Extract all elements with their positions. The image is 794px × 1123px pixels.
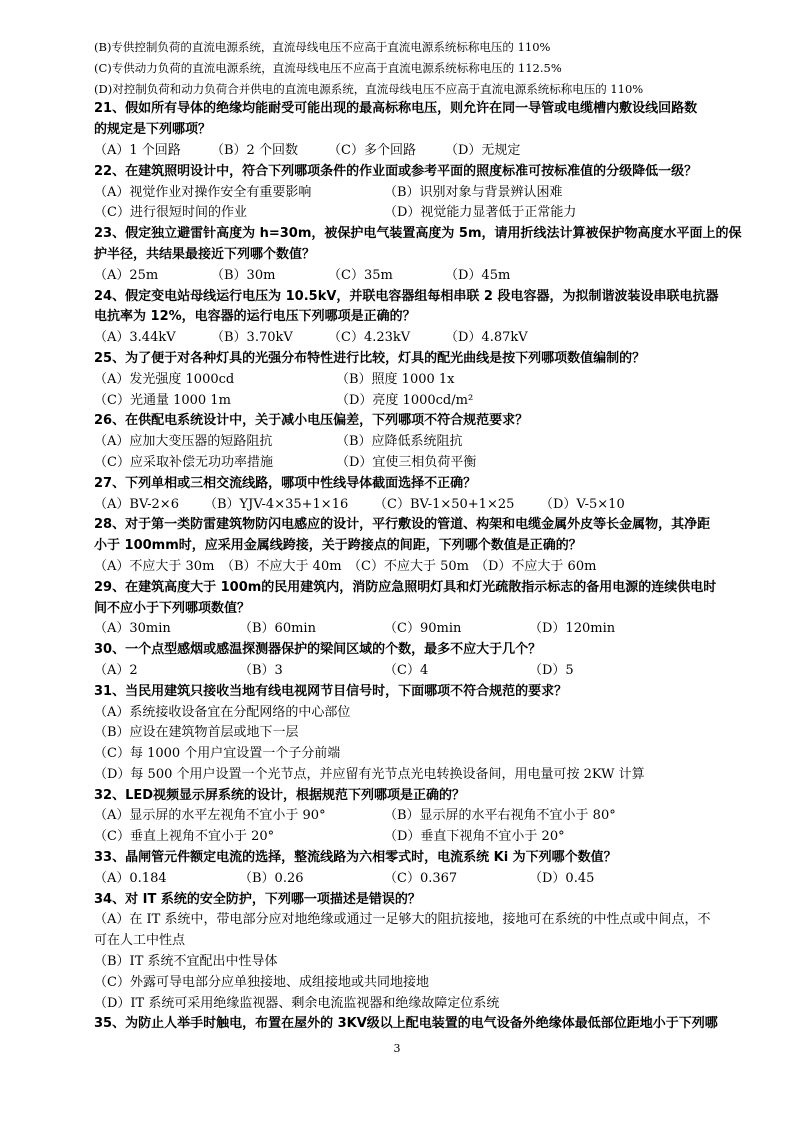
options-29 bbox=[94, 619, 754, 640]
options-22-row2 bbox=[94, 203, 754, 224]
options-22-row1 bbox=[94, 183, 754, 204]
option-a: （A）3.44kV bbox=[94, 330, 176, 346]
option-c: （C）35m bbox=[328, 267, 393, 283]
options-27 bbox=[94, 495, 754, 516]
option-d: （D）4.87kV bbox=[445, 330, 528, 346]
option-a: （A）0.184 bbox=[94, 870, 167, 886]
option-c: （C）多个回路 bbox=[328, 142, 416, 158]
question-27: 27、下列单相或三相交流线路，哪项中性线导体截面选择不正确？ bbox=[94, 475, 477, 491]
option-c: （C）进行很短时间的作业 bbox=[94, 205, 247, 221]
question-35: 35、为防止人举手时触电，布置在屋外的 3KV级以上配电装置的电气设备外绝缘体最低部位距地小于下列哪 bbox=[94, 1016, 718, 1032]
question-26: 26、在供配电系统设计中，关于减小电压偏差，下列哪项不符合规范要求？ bbox=[94, 413, 529, 429]
option-b: （B）3 bbox=[239, 662, 283, 678]
option-b: （B）显示屏的水平右视角不宜小于 80° bbox=[384, 808, 616, 824]
options-26-row1 bbox=[94, 432, 754, 453]
options-25-row1 bbox=[94, 370, 754, 391]
option-c: （C）垂直上视角不宜小于 20° bbox=[94, 829, 275, 845]
option-d: （D）0.45 bbox=[529, 870, 595, 886]
options-33 bbox=[94, 869, 754, 890]
options-24 bbox=[94, 328, 754, 349]
option-a: （A）25m bbox=[94, 267, 159, 283]
option-a: （A）BV-2×6 bbox=[94, 496, 179, 512]
option-b: （B）识别对象与背景辨认困难 bbox=[384, 184, 563, 200]
option-b: （B）应设在建筑物首层或地下一层 bbox=[94, 725, 299, 741]
option-b: （B）照度 1000 1x bbox=[336, 371, 455, 387]
option-a-cont: 可在人工中性点 bbox=[94, 933, 186, 949]
option-b: （B）60min bbox=[239, 621, 316, 637]
question-30: 30、一个点型感烟或感温探测器保护的梁间区域的个数，最多不应大于几个？ bbox=[94, 642, 542, 658]
question-29-cont: 间不应小于下列哪项数值？ bbox=[94, 600, 251, 616]
option-d: （D）亮度 1000cd/m² bbox=[336, 392, 474, 408]
option-d: （D）无规定 bbox=[445, 142, 521, 158]
question-23: 23、假定独立避雷针高度为 h=30m，被保护电气装置高度为 5m，请用折线法计算被保护物高度水平面上的保 bbox=[94, 226, 742, 242]
option-b: （B）2 个回数 bbox=[211, 142, 298, 158]
option-c: （C）90min bbox=[384, 621, 462, 637]
option-c: （C）光通量 1000 1m bbox=[94, 392, 231, 408]
question-25: 25、为了便于对各种灯具的光强分布特性进行比较，灯具的配光曲线是按下列哪项数值编制的？ bbox=[94, 350, 646, 366]
option-c: （C）每 1000 个用户宜设置一个子分前端 bbox=[94, 746, 341, 762]
option-b: （B）30m bbox=[211, 267, 276, 283]
option-a: （A）系统接收设备宜在分配网络的中心部位 bbox=[94, 704, 351, 720]
option-d: （D）IT 系统可采用绝缘监视器、剩余电流监视器和绝缘故障定位系统 bbox=[94, 995, 500, 1011]
question-29: 29、在建筑高度大于 100m的民用建筑内，消防应急照明灯具和灯光疏散指示标志的备用电源的连续供电时 bbox=[94, 579, 717, 595]
option-b: （B）IT 系统不宜配出中性导体 bbox=[94, 954, 278, 970]
question-24: 24、假定变电站母线运行电压为 10.5kV，并联电容器组每相串联 2 段电容器，为拟制谐波装设串联电抗器 bbox=[94, 288, 719, 304]
option-b: （B）0.26 bbox=[239, 870, 304, 886]
option-d: （D）5 bbox=[529, 662, 574, 678]
option-a: （A）2 bbox=[94, 662, 138, 678]
options-32-row1 bbox=[94, 806, 754, 827]
options-21 bbox=[94, 141, 754, 162]
option-d: （D）每 500 个用户设置一个光节点，并应留有光节点光电转换设备间，用电量可按 2KW 计算 bbox=[94, 766, 645, 782]
options-23 bbox=[94, 266, 754, 287]
page-number: 3 bbox=[393, 1042, 401, 1055]
option-d: （D）不应大于 60m bbox=[475, 558, 597, 574]
question-24-cont: 电抗率为 12%，电容器的运行电压下列哪项是正确的？ bbox=[94, 309, 416, 325]
question-32: 32、LED视频显示屏系统的设计，根据规范下列哪项是正确的？ bbox=[94, 787, 466, 803]
option-b: （B）不应大于 40m bbox=[221, 558, 342, 574]
option-line: (C)专供动力负荷的直流电源系统，直流母线电压不应高于直流电源系统标称电压的 112.5% bbox=[94, 60, 562, 75]
exam-page bbox=[94, 37, 754, 1035]
question-28: 28、对于第一类防雷建筑物防闪电感应的设计，平行敷设的管道、构架和电缆金属外皮等长金属物，其净距 bbox=[94, 517, 711, 533]
option-a: （A）1 个回路 bbox=[94, 142, 181, 158]
option-b: （B）YJV-4×35+1×16 bbox=[204, 496, 349, 512]
option-a: （A）在 IT 系统中，带电部分应对地绝缘或通过一足够大的阻抗接地，接地可在系统的中性点或中间点，不 bbox=[94, 912, 711, 928]
option-d: （D）垂直下视角不宜小于 20° bbox=[384, 829, 565, 845]
option-a: （A）应加大变压器的短路阻抗 bbox=[94, 434, 273, 450]
option-c: （C）外露可导电部分应单独接地、成组接地或共同地接地 bbox=[94, 974, 429, 990]
option-a: （A）发光强度 1000cd bbox=[94, 371, 235, 387]
options-28 bbox=[94, 557, 754, 578]
question-28-cont: 小于 100mm时，应采用金属线跨接，关于跨接点的间距，下列哪个数值是正确的？ bbox=[94, 538, 582, 554]
option-d: （D）视觉能力显著低于正常能力 bbox=[384, 205, 577, 221]
option-c: （C）4.23kV bbox=[328, 330, 411, 346]
option-a: （A）不应大于 30m bbox=[94, 558, 215, 574]
option-d: （D）45m bbox=[445, 267, 511, 283]
question-23-cont: 护半径，共结果最接近下列哪个数值？ bbox=[94, 246, 316, 262]
question-22: 22、在建筑照明设计中，符合下列哪项条件的作业面或参考平面的照度标准可按标准值的分级降低一级？ bbox=[94, 163, 698, 179]
question-21: 21、假如所有导体的绝缘均能耐受可能出现的最高标称电压，则允许在同一导管或电缆槽内敷设线回路数 bbox=[94, 101, 698, 117]
option-a: （A）显示屏的水平左视角不宜小于 90° bbox=[94, 808, 326, 824]
option-line: (D)对控制负荷和动力负荷合并供电的直流电源系统，直流母线电压不应高于直流电源系统标称电压的 110% bbox=[94, 81, 644, 96]
option-c: （C）不应大于 50m bbox=[348, 558, 469, 574]
option-line: (B)专供控制负荷的直流电源系统，直流母线电压不应高于直流电源系统标称电压的 110% bbox=[94, 40, 551, 54]
option-a: （A）视觉作业对操作安全有重要影响 bbox=[94, 184, 312, 200]
option-d: （D）宜使三相负荷平衡 bbox=[336, 454, 477, 470]
option-c: （C）0.367 bbox=[384, 870, 458, 886]
option-c: （C）4 bbox=[384, 662, 429, 678]
question-21-cont: 的规定是下列哪项？ bbox=[94, 122, 212, 138]
option-b: （B）应降低系统阻抗 bbox=[336, 434, 463, 450]
options-25-row2 bbox=[94, 391, 754, 412]
options-30 bbox=[94, 661, 754, 682]
question-31: 31、当民用建筑只接收当地有线电视网节目信号时，下面哪项不符合规范的要求？ bbox=[94, 683, 568, 699]
option-d: （D）V-5×10 bbox=[540, 496, 625, 512]
options-32-row2 bbox=[94, 827, 754, 848]
question-34: 34、对 IT 系统的安全防护，下列哪一项描述是错误的？ bbox=[94, 891, 421, 907]
question-33: 33、晶闸管元件额定电流的选择，整流线路为六相零式时，电流系统 Ki 为下列哪个数值？ bbox=[94, 850, 617, 866]
option-b: （B）3.70kV bbox=[211, 330, 293, 346]
options-26-row2 bbox=[94, 453, 754, 474]
option-a: （A）30min bbox=[94, 621, 171, 637]
option-c: （C）BV-1×50+1×25 bbox=[374, 496, 515, 512]
option-c: （C）应采取补偿无功功率措施 bbox=[94, 454, 273, 470]
option-d: （D）120min bbox=[529, 621, 616, 637]
